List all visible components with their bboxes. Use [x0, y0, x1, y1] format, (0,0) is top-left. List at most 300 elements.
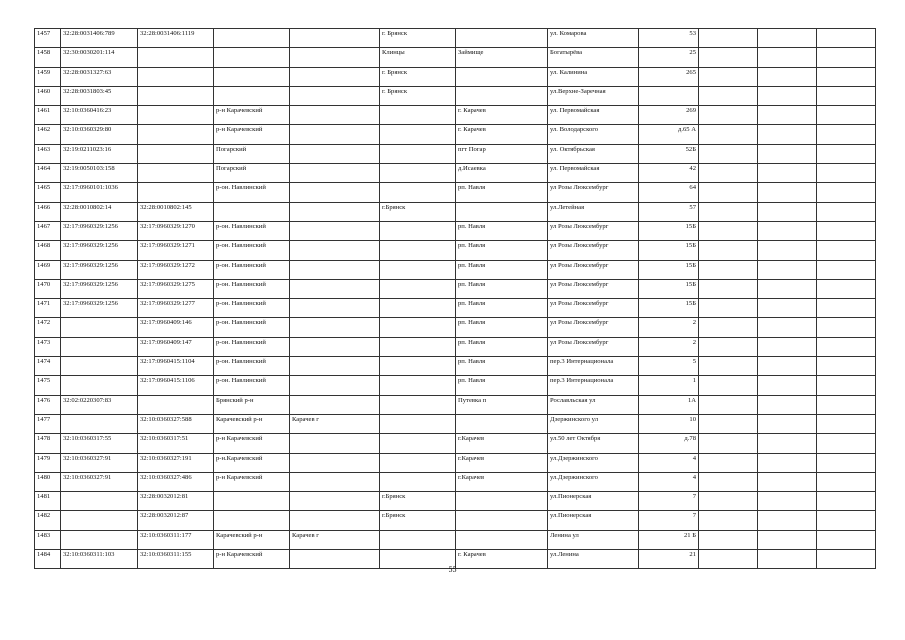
cell-extra-2 [758, 164, 817, 183]
cell-settlement [456, 202, 548, 221]
cell-city [380, 106, 456, 125]
cell-district: р-он. Навлинский [214, 318, 290, 337]
cell-house-number: д.65 А [639, 125, 699, 144]
cell-house-number: 265 [639, 67, 699, 86]
cell-district: р-он. Навлинский [214, 279, 290, 298]
cell-extra-3 [817, 492, 876, 511]
cell-street: Дзержинского ул [548, 414, 639, 433]
cell-extra-3 [817, 395, 876, 414]
table-row [35, 164, 876, 183]
cell-settlement: рп. Навля [456, 337, 548, 356]
cell-house-number: 15Б [639, 221, 699, 240]
cell-settlement: Путевка п [456, 395, 548, 414]
cell-locality-2: Карачев г [290, 414, 380, 433]
cell-locality-2 [290, 357, 380, 376]
cell-cadastral-number: 32:28:0010802:14 [61, 202, 138, 221]
cell-extra-3 [817, 106, 876, 125]
cell-row-number: 1461 [35, 106, 61, 125]
cell-district: р-он. Навлинский [214, 241, 290, 260]
cell-settlement: рп. Навля [456, 241, 548, 260]
cell-building-cadastral-number: 32:10:0360311:155 [138, 550, 214, 569]
cell-city [380, 318, 456, 337]
cell-row-number: 1467 [35, 221, 61, 240]
cell-district [214, 48, 290, 67]
cell-extra-2 [758, 318, 817, 337]
cell-settlement [456, 511, 548, 530]
cell-locality-2 [290, 125, 380, 144]
cell-row-number: 1480 [35, 472, 61, 491]
cell-row-number: 1457 [35, 29, 61, 48]
cell-district [214, 29, 290, 48]
cell-cadastral-number [61, 357, 138, 376]
cell-row-number: 1466 [35, 202, 61, 221]
cell-house-number: 53 [639, 29, 699, 48]
cell-house-number: 25 [639, 48, 699, 67]
cell-locality-2 [290, 511, 380, 530]
cell-extra-3 [817, 86, 876, 105]
cell-row-number: 1483 [35, 530, 61, 549]
table-row [35, 434, 876, 453]
cell-house-number: д.78 [639, 434, 699, 453]
cell-building-cadastral-number [138, 48, 214, 67]
cell-extra-3 [817, 318, 876, 337]
cell-street: ул. Октябрьская [548, 144, 639, 163]
cell-locality-2 [290, 318, 380, 337]
cell-street: ул Розы Люксембург [548, 318, 639, 337]
cell-extra-1 [699, 164, 758, 183]
cell-house-number: 21 [639, 550, 699, 569]
cell-city [380, 299, 456, 318]
cell-extra-3 [817, 434, 876, 453]
cell-extra-1 [699, 183, 758, 202]
cell-building-cadastral-number: 32:28:0010802:145 [138, 202, 214, 221]
cell-building-cadastral-number: 32:17:0960409:147 [138, 337, 214, 356]
table-row [35, 511, 876, 530]
cell-city [380, 164, 456, 183]
cell-row-number: 1481 [35, 492, 61, 511]
cell-house-number: 15Б [639, 260, 699, 279]
cell-cadastral-number: 32:17:0960329:1256 [61, 299, 138, 318]
cell-extra-2 [758, 395, 817, 414]
cell-settlement: д.Исаевка [456, 164, 548, 183]
cell-street: ул. Володарского [548, 125, 639, 144]
cell-street: ул Розы Люксембург [548, 260, 639, 279]
cell-extra-3 [817, 164, 876, 183]
cell-locality-2 [290, 202, 380, 221]
cell-settlement: Займище [456, 48, 548, 67]
cell-street: ул.Пионерская [548, 492, 639, 511]
cell-row-number: 1465 [35, 183, 61, 202]
cell-locality-2 [290, 48, 380, 67]
cell-extra-1 [699, 279, 758, 298]
cell-cadastral-number [61, 337, 138, 356]
cell-street: ул.Ленина [548, 550, 639, 569]
cell-building-cadastral-number: 32:28:0031406:1119 [138, 29, 214, 48]
cell-building-cadastral-number [138, 86, 214, 105]
cell-extra-1 [699, 357, 758, 376]
cell-house-number: 2 [639, 337, 699, 356]
cell-district: р-он. Навлинский [214, 221, 290, 240]
cell-extra-1 [699, 492, 758, 511]
cell-district: р-он. Навлинский [214, 376, 290, 395]
cell-building-cadastral-number: 32:17:0960415:1106 [138, 376, 214, 395]
cell-city [380, 144, 456, 163]
cell-extra-2 [758, 530, 817, 549]
cell-settlement [456, 492, 548, 511]
cell-locality-2: Карачев г [290, 530, 380, 549]
cell-house-number [639, 86, 699, 105]
cell-extra-2 [758, 221, 817, 240]
cell-extra-3 [817, 202, 876, 221]
cell-settlement: г. Карачев [456, 106, 548, 125]
cell-building-cadastral-number: 32:17:0960329:1272 [138, 260, 214, 279]
cell-street: ул. Калинина [548, 67, 639, 86]
cell-settlement: г.Карачев [456, 472, 548, 491]
cell-district: р-н Карачевский [214, 434, 290, 453]
cell-building-cadastral-number [138, 183, 214, 202]
cell-extra-1 [699, 395, 758, 414]
cell-street: ул.Летейная [548, 202, 639, 221]
cell-extra-2 [758, 453, 817, 472]
cell-locality-2 [290, 29, 380, 48]
cell-locality-2 [290, 337, 380, 356]
page-number: 55 [448, 565, 457, 574]
cell-locality-2 [290, 279, 380, 298]
cell-city [380, 337, 456, 356]
cell-street: ул Розы Люксембург [548, 183, 639, 202]
cell-district: Брянский р-н [214, 395, 290, 414]
cell-cadastral-number: 32:17:0960101:1036 [61, 183, 138, 202]
register-table [34, 28, 876, 569]
cell-building-cadastral-number [138, 125, 214, 144]
cell-building-cadastral-number: 32:10:0360311:177 [138, 530, 214, 549]
cell-building-cadastral-number [138, 67, 214, 86]
cell-house-number: 7 [639, 492, 699, 511]
cell-extra-1 [699, 86, 758, 105]
cell-cadastral-number: 32:19:0211023:16 [61, 144, 138, 163]
cell-building-cadastral-number: 32:17:0960329:1271 [138, 241, 214, 260]
cell-street: ул Розы Люксембург [548, 241, 639, 260]
cell-house-number: 21 Б [639, 530, 699, 549]
cell-settlement: пгт Погар [456, 144, 548, 163]
cell-extra-3 [817, 414, 876, 433]
cell-cadastral-number [61, 530, 138, 549]
cell-city [380, 357, 456, 376]
table-row [35, 376, 876, 395]
cell-extra-3 [817, 357, 876, 376]
cell-district: р-н.Карачевский [214, 453, 290, 472]
cell-row-number: 1474 [35, 357, 61, 376]
cell-house-number: 269 [639, 106, 699, 125]
cell-house-number: 2 [639, 318, 699, 337]
cell-extra-3 [817, 67, 876, 86]
cell-district: Карачевский р-н [214, 414, 290, 433]
cell-extra-1 [699, 337, 758, 356]
cell-settlement: г. Карачев [456, 550, 548, 569]
cell-settlement: рп. Навля [456, 376, 548, 395]
cell-row-number: 1463 [35, 144, 61, 163]
cell-extra-2 [758, 337, 817, 356]
cell-row-number: 1470 [35, 279, 61, 298]
cell-extra-2 [758, 260, 817, 279]
cell-locality-2 [290, 86, 380, 105]
cell-street: Рославльская ул [548, 395, 639, 414]
cell-district [214, 492, 290, 511]
cell-district: Погарский [214, 164, 290, 183]
table-row [35, 453, 876, 472]
cell-row-number: 1476 [35, 395, 61, 414]
cell-row-number: 1458 [35, 48, 61, 67]
table-row [35, 414, 876, 433]
cell-row-number: 1468 [35, 241, 61, 260]
cell-extra-2 [758, 241, 817, 260]
table-row [35, 144, 876, 163]
table-row [35, 86, 876, 105]
cell-extra-1 [699, 414, 758, 433]
table-row [35, 241, 876, 260]
table-row [35, 279, 876, 298]
cell-row-number: 1459 [35, 67, 61, 86]
cell-district: р-он. Навлинский [214, 357, 290, 376]
cell-cadastral-number: 32:30:0030201:114 [61, 48, 138, 67]
cell-settlement: рп. Навля [456, 357, 548, 376]
cell-locality-2 [290, 144, 380, 163]
cell-extra-2 [758, 202, 817, 221]
cell-building-cadastral-number: 32:17:0960329:1270 [138, 221, 214, 240]
table-row [35, 530, 876, 549]
cell-district: р-он. Навлинский [214, 337, 290, 356]
cell-settlement: г. Карачев [456, 125, 548, 144]
cell-building-cadastral-number: 32:10:0360327:191 [138, 453, 214, 472]
cell-row-number: 1475 [35, 376, 61, 395]
cell-extra-1 [699, 221, 758, 240]
cell-extra-2 [758, 472, 817, 491]
cell-street: ул.50 лет Октября [548, 434, 639, 453]
cell-cadastral-number: 32:10:0360416:23 [61, 106, 138, 125]
table-row [35, 260, 876, 279]
cell-extra-3 [817, 279, 876, 298]
cell-row-number: 1478 [35, 434, 61, 453]
cell-cadastral-number: 32:28:0031803:45 [61, 86, 138, 105]
cell-extra-2 [758, 48, 817, 67]
cell-cadastral-number [61, 414, 138, 433]
cell-house-number: 1А [639, 395, 699, 414]
cell-cadastral-number: 32:19:0050103:158 [61, 164, 138, 183]
cell-cadastral-number: 32:10:0360317:55 [61, 434, 138, 453]
cell-building-cadastral-number: 32:10:0360317:51 [138, 434, 214, 453]
cell-cadastral-number [61, 376, 138, 395]
cell-building-cadastral-number: 32:17:0960409:146 [138, 318, 214, 337]
cell-extra-2 [758, 357, 817, 376]
cell-row-number: 1479 [35, 453, 61, 472]
cell-city [380, 376, 456, 395]
cell-house-number: 4 [639, 453, 699, 472]
cell-street: ул Розы Люксембург [548, 337, 639, 356]
cell-extra-3 [817, 183, 876, 202]
cell-row-number: 1473 [35, 337, 61, 356]
cell-extra-2 [758, 86, 817, 105]
cell-house-number: 57 [639, 202, 699, 221]
cell-cadastral-number [61, 318, 138, 337]
cell-extra-1 [699, 472, 758, 491]
cell-extra-3 [817, 530, 876, 549]
cell-city: г.Брянск [380, 492, 456, 511]
cell-locality-2 [290, 492, 380, 511]
cell-district: р-н Карачевский [214, 472, 290, 491]
cell-locality-2 [290, 67, 380, 86]
cell-extra-2 [758, 67, 817, 86]
cell-street: пер.3 Интернационала [548, 357, 639, 376]
table-row [35, 357, 876, 376]
table-row [35, 125, 876, 144]
cell-locality-2 [290, 395, 380, 414]
cell-extra-2 [758, 414, 817, 433]
cell-building-cadastral-number: 32:10:0360327:486 [138, 472, 214, 491]
cell-extra-1 [699, 29, 758, 48]
cell-settlement: рп. Навля [456, 318, 548, 337]
register-table-body [35, 29, 876, 569]
cell-extra-1 [699, 260, 758, 279]
cell-extra-2 [758, 299, 817, 318]
cell-extra-1 [699, 299, 758, 318]
cell-extra-1 [699, 241, 758, 260]
cell-city: г. Брянск [380, 67, 456, 86]
table-row [35, 106, 876, 125]
cell-cadastral-number [61, 511, 138, 530]
cell-extra-1 [699, 530, 758, 549]
cell-house-number: 7 [639, 511, 699, 530]
cell-city [380, 472, 456, 491]
table-row [35, 221, 876, 240]
cell-cadastral-number: 32:28:0031406:789 [61, 29, 138, 48]
cell-district: р-он. Навлинский [214, 299, 290, 318]
cell-extra-2 [758, 183, 817, 202]
table-row [35, 472, 876, 491]
cell-building-cadastral-number: 32:10:0360327:588 [138, 414, 214, 433]
cell-row-number: 1460 [35, 86, 61, 105]
cell-extra-1 [699, 48, 758, 67]
cell-row-number: 1469 [35, 260, 61, 279]
cell-district [214, 86, 290, 105]
cell-district: р-н Карачевский [214, 125, 290, 144]
table-row [35, 337, 876, 356]
cell-city [380, 530, 456, 549]
cell-city: г. Брянск [380, 29, 456, 48]
cell-district: р-н Карачевский [214, 106, 290, 125]
cell-house-number: 15Б [639, 299, 699, 318]
cell-cadastral-number: 32:10:0360311:103 [61, 550, 138, 569]
cell-settlement: рп. Навля [456, 299, 548, 318]
cell-city [380, 125, 456, 144]
cell-district [214, 67, 290, 86]
cell-street: ул. Первомайская [548, 164, 639, 183]
cell-extra-1 [699, 67, 758, 86]
cell-settlement [456, 86, 548, 105]
cell-extra-2 [758, 376, 817, 395]
cell-extra-2 [758, 279, 817, 298]
cell-house-number: 15Б [639, 279, 699, 298]
cell-street: ул.Верхне-Заречная [548, 86, 639, 105]
cell-row-number: 1462 [35, 125, 61, 144]
cell-house-number: 52Б [639, 144, 699, 163]
cell-settlement [456, 414, 548, 433]
cell-building-cadastral-number: 32:17:0960415:1104 [138, 357, 214, 376]
cell-locality-2 [290, 164, 380, 183]
cell-extra-2 [758, 434, 817, 453]
cell-building-cadastral-number [138, 144, 214, 163]
cell-cadastral-number: 32:02:0220307:83 [61, 395, 138, 414]
cell-district: Погарский [214, 144, 290, 163]
cell-row-number: 1482 [35, 511, 61, 530]
cell-building-cadastral-number [138, 395, 214, 414]
table-row [35, 202, 876, 221]
cell-settlement: г.Карачев [456, 453, 548, 472]
cell-cadastral-number: 32:17:0960329:1256 [61, 260, 138, 279]
cell-district [214, 511, 290, 530]
cell-settlement [456, 67, 548, 86]
cell-building-cadastral-number [138, 106, 214, 125]
cell-street: ул. Первомайская [548, 106, 639, 125]
cell-row-number: 1484 [35, 550, 61, 569]
cell-house-number: 5 [639, 357, 699, 376]
cell-city [380, 241, 456, 260]
cell-street: Ленина ул [548, 530, 639, 549]
cell-extra-3 [817, 511, 876, 530]
cell-extra-2 [758, 29, 817, 48]
cell-building-cadastral-number: 32:28:0032012:87 [138, 511, 214, 530]
table-row [35, 492, 876, 511]
cell-extra-1 [699, 202, 758, 221]
cell-district: р-н Карачевский [214, 550, 290, 569]
table-row [35, 67, 876, 86]
cell-house-number: 15Б [639, 241, 699, 260]
cell-settlement [456, 530, 548, 549]
cell-settlement: г.Карачев [456, 434, 548, 453]
cell-extra-3 [817, 48, 876, 67]
cell-locality-2 [290, 472, 380, 491]
cell-house-number: 64 [639, 183, 699, 202]
cell-settlement: рп. Навля [456, 183, 548, 202]
cell-extra-1 [699, 434, 758, 453]
cell-building-cadastral-number: 32:17:0960329:1275 [138, 279, 214, 298]
cell-city [380, 221, 456, 240]
cell-cadastral-number: 32:17:0960329:1256 [61, 241, 138, 260]
cell-city [380, 279, 456, 298]
cell-district: р-он. Навлинский [214, 183, 290, 202]
cell-locality-2 [290, 299, 380, 318]
cell-cadastral-number [61, 492, 138, 511]
cell-extra-2 [758, 125, 817, 144]
cell-extra-3 [817, 472, 876, 491]
cell-house-number: 4 [639, 472, 699, 491]
cell-street: ул. Комарова [548, 29, 639, 48]
cell-street: ул.Дзержинского [548, 453, 639, 472]
cell-cadastral-number: 32:10:0360327:91 [61, 472, 138, 491]
cell-district [214, 202, 290, 221]
cell-extra-2 [758, 106, 817, 125]
cell-row-number: 1472 [35, 318, 61, 337]
cell-settlement [456, 29, 548, 48]
cell-extra-3 [817, 241, 876, 260]
cell-settlement: рп. Навля [456, 221, 548, 240]
cell-cadastral-number: 32:17:0960329:1256 [61, 221, 138, 240]
cell-city [380, 260, 456, 279]
table-row [35, 318, 876, 337]
cell-street: ул.Пионерская [548, 511, 639, 530]
cell-street: ул Розы Люксембург [548, 299, 639, 318]
cell-street: пер.3 Интернационала [548, 376, 639, 395]
cell-row-number: 1477 [35, 414, 61, 433]
